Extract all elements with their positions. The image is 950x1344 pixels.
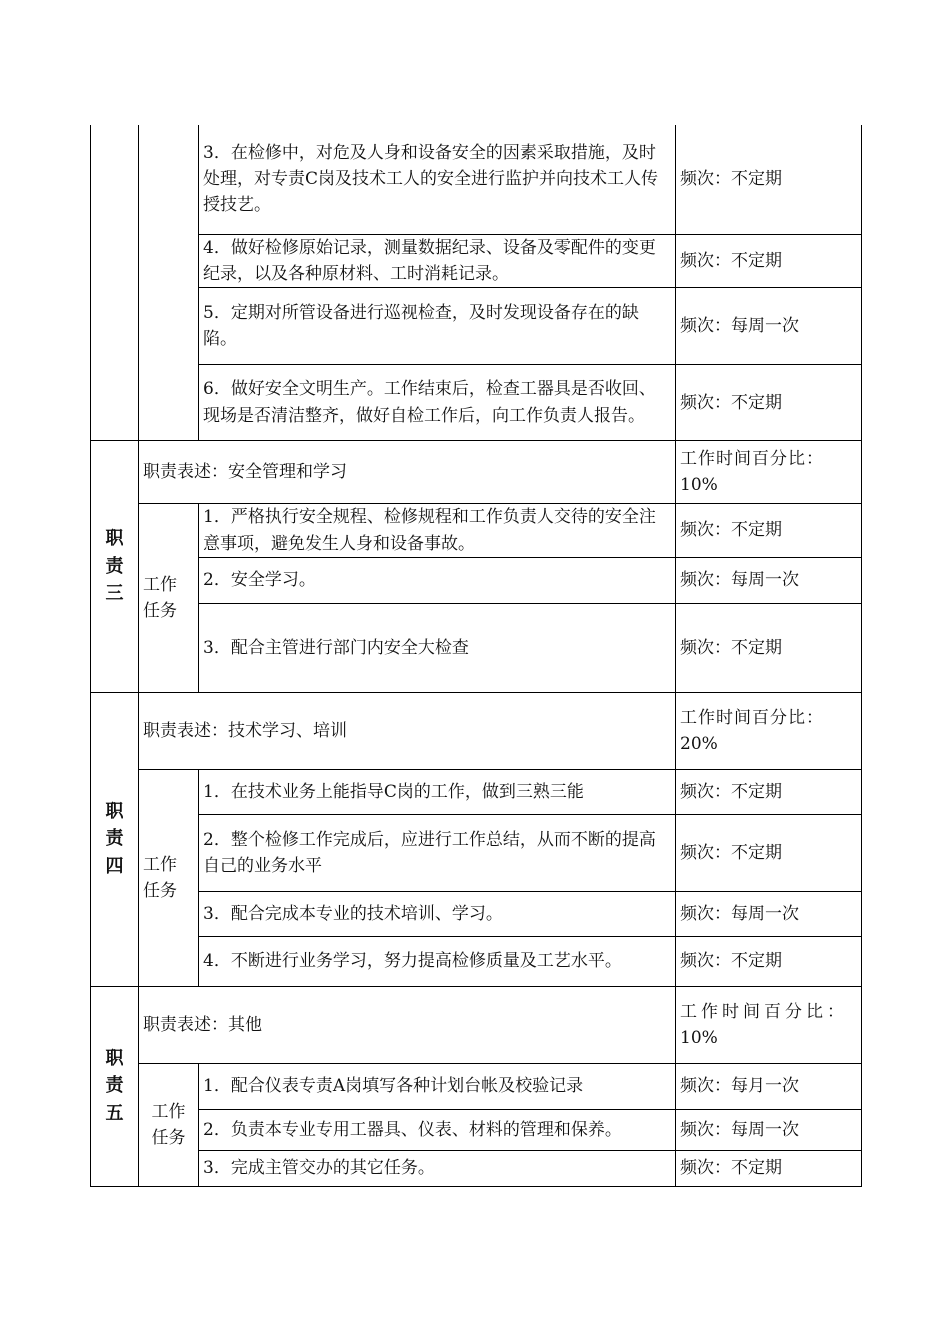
task-frequency: 频次：每周一次: [676, 891, 862, 936]
task-text: 1．在技术业务上能指导C岗的工作，做到三熟三能: [199, 769, 676, 814]
task-text: 3．完成主管交办的其它任务。: [199, 1150, 676, 1186]
task-text: 3．配合完成本专业的技术培训、学习。: [199, 891, 676, 936]
work-time-percentage: 工作时间百分比：10%: [676, 441, 862, 504]
task-frequency: 频次：不定期: [676, 234, 862, 288]
duty-description: 职责表述：安全管理和学习: [139, 441, 676, 504]
table-row: [91, 234, 862, 288]
task-frequency: 频次：不定期: [676, 365, 862, 441]
section-label: 职 责 五: [91, 986, 139, 1186]
subheader-cell: [139, 125, 199, 441]
table-row: [91, 692, 862, 769]
task-text: 1．配合仪表专责A岗填写各种计划台帐及校验记录: [199, 1063, 676, 1109]
task-text: 3．在检修中，对危及人身和设备安全的因素采取措施，及时处理，对专责C岗及技术工人的安全进行监护并向技术工人传授技艺。: [199, 125, 676, 234]
job-duties-table: [90, 125, 862, 1187]
task-frequency: 频次：每月一次: [676, 1063, 862, 1109]
task-text: 2．整个检修工作完成后，应进行工作总结，从而不断的提高自己的业务水平: [199, 814, 676, 891]
task-frequency: 频次：不定期: [676, 125, 862, 234]
duty-description: 职责表述：其他: [139, 986, 676, 1063]
section-label: 职 责 四: [91, 692, 139, 986]
work-time-percentage: 工作时间百分比： 10%: [676, 986, 862, 1063]
table-row: [91, 1109, 862, 1150]
duty-description: 职责表述：技术学习、培训: [139, 692, 676, 769]
table-row: [91, 603, 862, 692]
table-row: [91, 1150, 862, 1186]
section-label: 职 责 三: [91, 441, 139, 693]
table-row: [91, 986, 862, 1063]
task-frequency: 频次：不定期: [676, 769, 862, 814]
table-row: [91, 441, 862, 504]
table-row: [91, 769, 862, 814]
table-row: [91, 936, 862, 986]
task-text: 1．严格执行安全规程、检修规程和工作负责人交待的安全注意事项，避免发生人身和设备事故。: [199, 504, 676, 558]
task-frequency: 频次：不定期: [676, 504, 862, 558]
table-row: [91, 125, 862, 234]
table-row: [91, 504, 862, 558]
section-label-cell: [91, 125, 139, 441]
task-frequency: 频次：不定期: [676, 814, 862, 891]
task-frequency: 频次：每周一次: [676, 557, 862, 603]
task-text: 4．不断进行业务学习，努力提高检修质量及工艺水平。: [199, 936, 676, 986]
task-text: 5．定期对所管设备进行巡视检查，及时发现设备存在的缺陷。: [199, 288, 676, 365]
task-text: 2．负责本专业专用工器具、仪表、材料的管理和保养。: [199, 1109, 676, 1150]
work-time-percentage: 工作时间百分比：20%: [676, 692, 862, 769]
table-row: [91, 288, 862, 365]
work-task-header: 工作 任务: [139, 769, 199, 986]
table-row: [91, 891, 862, 936]
task-frequency: 频次：不定期: [676, 603, 862, 692]
table-row: [91, 557, 862, 603]
task-frequency: 频次：每周一次: [676, 288, 862, 365]
task-frequency: 频次：不定期: [676, 1150, 862, 1186]
table-row: [91, 814, 862, 891]
task-frequency: 频次：每周一次: [676, 1109, 862, 1150]
work-task-header: 工作 任务: [139, 504, 199, 693]
task-text: 3．配合主管进行部门内安全大检查: [199, 603, 676, 692]
table-row: [91, 365, 862, 441]
task-text: 6．做好安全文明生产。工作结束后，检查工器具是否收回、现场是否清洁整齐，做好自检工作后，向工作负责人报告。: [199, 365, 676, 441]
table-row: [91, 1063, 862, 1109]
task-frequency: 频次：不定期: [676, 936, 862, 986]
task-text: 2．安全学习。: [199, 557, 676, 603]
work-task-header: 工作 任务: [139, 1063, 199, 1186]
task-text: 4．做好检修原始记录，测量数据纪录、设备及零配件的变更纪录，以及各种原材料、工时消耗记录。: [199, 234, 676, 288]
